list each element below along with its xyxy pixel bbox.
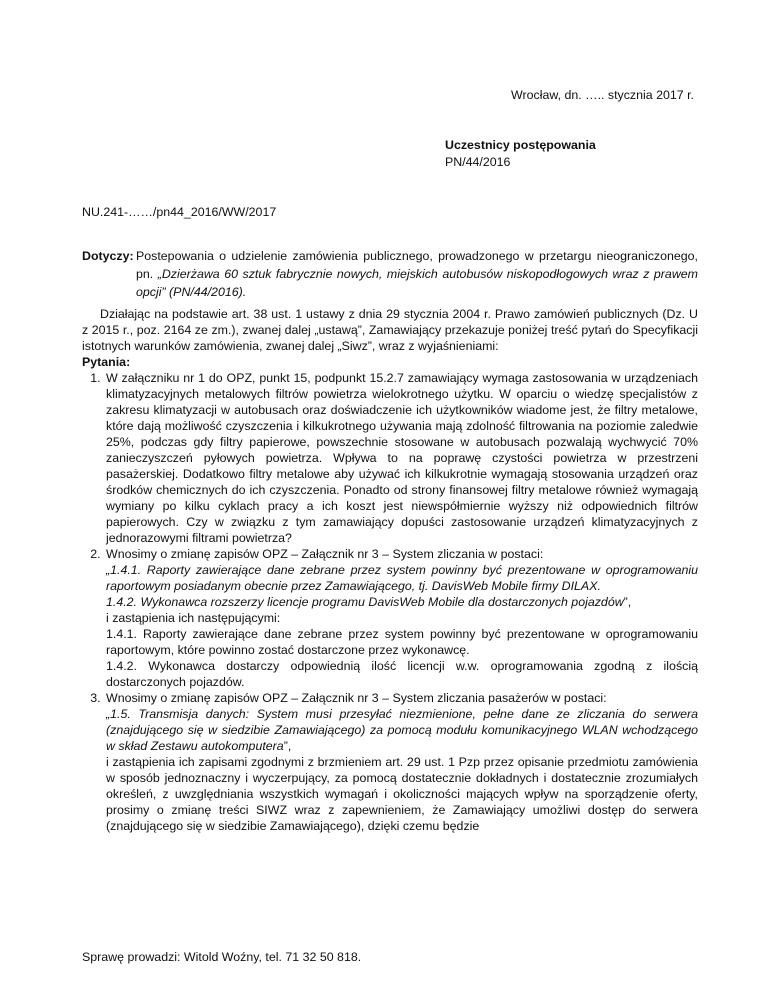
date-line: Wrocław, dn. ….. stycznia 2017 r. [511,88,694,102]
reference-number: NU.241-……/pn44_2016/WW/2017 [82,205,277,219]
questions-list [82,370,698,834]
subject-text-italic: „Dzierżawa 60 sztuk fabrycznie nowych, miejskich autobusów niskopodłogowych wraz z prawem opcji” (PN/44/2016). [136,267,698,299]
document-body [82,306,698,834]
subject-label: Dotyczy: [82,249,134,263]
question-2-new-1: 1.4.1. Raporty zawierające dane zebrane przez system powinny być prezentowane w oprogramowaniu raportowym, które powinno zostać dostarczone przez wykonawcę. [106,627,698,657]
subject-block [82,247,698,301]
question-2-replace: i zastąpienia ich następującymi: [106,611,281,625]
recipient-block [445,137,596,171]
subject-text-plain: Postepowania o udzielenie zamówienia publicznego, prowadzonego w przetargu nieograniczonego, pn. [136,249,698,281]
question-2-quote-2-end: ”, [623,595,632,609]
question-item [104,370,698,546]
question-item [104,690,698,834]
question-3-quote-end: ”, [283,739,292,753]
recipient-title: Uczestnicy postępowania [445,138,596,152]
question-1-text: 1. W załączniku nr 1 do OPZ, punkt 15, podpunkt 15.2.7 zamawiający wymaga zastosowania w urządzeniach klimatyzacyjnych metalowych filtrów powietrza wielokrotnego użytku. W oparciu o wiedzę specjalistów z zakresu klimatyzacji w autobusach oraz doświadczenie ich użytkowników wiadome jest, że filtry metalowe, które dają możliwość czyszczenia i kilkukrotnego używania mają zdolność filtrowania na poziomie zaledwie 25%, podczas gdy filtry papierowe, powszechnie stosowane w autobusach pozwalają wychwycić 70% zanieczyszczeń pyłowych powietrza. Wpływa to na poprawę czystości powietrza w przestrzeni pasażerskiej. Dodatkowo filtry metalowe aby używać ich kilkukrotnie wymagają stosowania urządzeń oraz środków chemicznych do ich czyszczenia. Ponadto od strony finansowej filtry metalowe również wymagają wymiany po kilku cyklach pracy a ich koszt jest niewspółmiernie wyższy niż odpowiednich filtrów papierowych. Czy w związku z tym zamawiający dopuści zastosowanie urządzeń klimatyzacyjnych z jednorazowymi filtrami powietrza? [106,371,698,545]
question-3-quote: „1.5. Transmisja danych: System musi przesyłać niezmienione, pełne dane ze zliczania do serwera (znajdującego się w siedzibie Zamawiającego) za pomocą modułu komunikacyjnego WLAN wchodzącego w skład Zestawu autokomputera [106,707,698,753]
question-2-quote-2: 1.4.2. Wykonawca rozszerzy licencje programu DavisWeb Mobile dla dostarczonych pojazdów [106,595,624,609]
question-3-text: i zastąpienia ich zapisami zgodnymi z brzmieniem art. 29 ust. 1 Pzp przez opisanie przedmiotu zamówienia w sposób jednoznaczny i wyczerpujący, za pomocą dostatecznie dokładnych i dostatecznie zrozumiałych określeń, z uwzględniania wszystkich wymagań i okoliczności mających wpływ na sporządzenie oferty, prosimy o zmianę treści SIWZ wraz z zapewnieniem, że Zamawiający umożliwi dostęp do serwera (znajdującego się w siedzibie Zamawiającego), dzięki czemu będzie [106,755,698,833]
questions-heading: Pytania: [82,355,131,369]
intro-paragraph: Działając na podstawie art. 38 ust. 1 ustawy z dnia 29 stycznia 2004 r. Prawo zamówień publicznych (Dz. U z 2015 r., poz. 2164 ze zm.), zwanej dalej „ustawą”, Zamawiający przekazuje poniżej treść pytań do Specyfikacji istotnych warunków zamówienia, zwanej dalej „Siwz”, wraz z wyjaśnieniami: [82,307,698,353]
question-2-quote-1: „1.4.1. Raporty zawierające dane zebrane przez system powinny być prezentowane w oprogramowaniu raportowym posiadanym obecnie przez Zamawiającego, tj. DavisWeb Mobile firmy DILAX. [106,563,698,593]
recipient-reference: PN/44/2016 [445,155,511,169]
question-2-intro: 2. Wnosimy o zmianę zapisów OPZ – Załącznik nr 3 – System zliczania w postaci: [106,547,544,561]
subject-text [136,247,698,301]
footer-contact: Sprawę prowadzi: Witold Woźny, tel. 71 32 50 818. [82,950,362,964]
question-3-intro: 3. Wnosimy o zmianę zapisów OPZ – Załącznik nr 3 – System zliczania pasażerów w postaci: [106,691,607,705]
question-item [104,546,698,690]
question-2-new-2: 1.4.2. Wykonawca dostarczy odpowiednią ilość licencji w.w. oprogramowania zgodną z ilością dostarczonych pojazdów. [106,659,698,689]
